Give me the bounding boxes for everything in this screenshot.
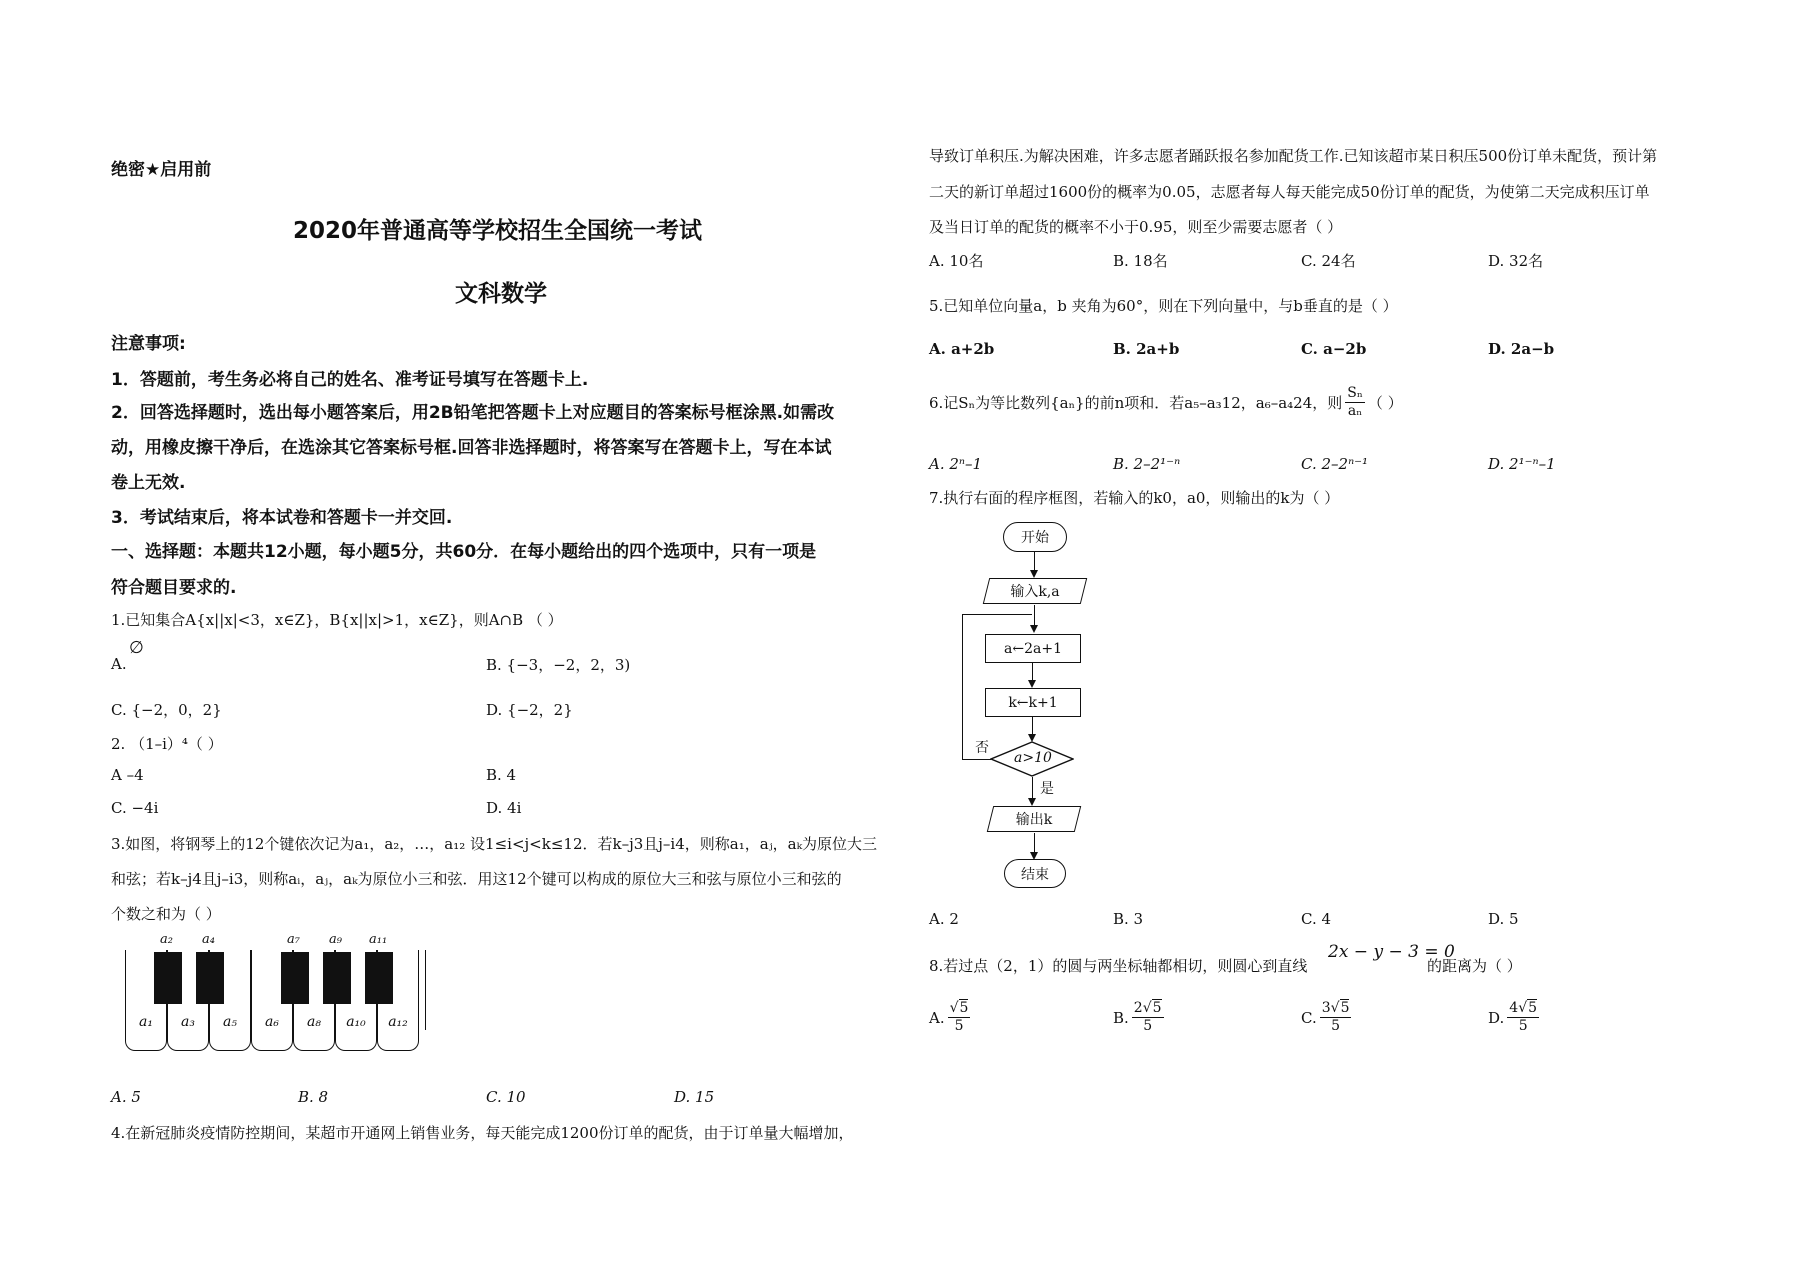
black-key: [196, 952, 224, 1004]
q8-option-b-coef: 2: [1133, 1000, 1143, 1016]
q7-option-c: C. 4: [1301, 910, 1332, 928]
flow-arrow-line: [1034, 605, 1035, 627]
q8-option-c-radicand: 5: [1340, 1000, 1350, 1016]
flow-step-2: k←k+1: [985, 688, 1081, 717]
white-key: a₈: [293, 950, 335, 1051]
q7-stem: 7.执行右面的程序框图，若输入的k0，a0，则输出的k为（ ）: [929, 489, 1340, 507]
flow-no-label: 否: [975, 740, 989, 756]
q8-option-d-denominator: 5: [1518, 1018, 1528, 1034]
flow-input: [986, 578, 1084, 604]
q5-option-c: C. a−2b: [1301, 340, 1367, 358]
q4-option-a: A. 10名: [929, 252, 984, 270]
q8-option-b-radicand: 5: [1152, 1000, 1162, 1016]
q3-stem-line-2: 和弦；若k–j4且j–i3，则称aᵢ，aⱼ，aₖ为原位小三和弦．用这12个键可以构成的原位大三和弦与原位小三和弦的: [111, 870, 842, 888]
black-key: [154, 952, 182, 1004]
q8-option-d-coef: 4: [1509, 1000, 1519, 1016]
q3-option-b: B. 8: [298, 1088, 329, 1106]
q2-option-d: D. 4i: [486, 799, 522, 817]
q6-stem: 6.记Sₙ为等比数列{aₙ}的前n项和．若a₅–a₃12，a₆–a₄24，则: [929, 394, 1343, 412]
q8-option-a: [929, 1000, 973, 1035]
q6-stem-tail: （ ）: [1367, 394, 1403, 412]
notes-item-2-line-1: 2．回答选择题时，选出每小题答案后，用2B铅笔把答题卡上对应题目的答案标号框涂黑.如需改: [111, 403, 835, 423]
flow-condition-label: a>10: [1014, 750, 1052, 766]
q6-fraction-denominator: aₙ: [1347, 403, 1363, 419]
q6-fraction-numerator: Sₙ: [1347, 385, 1363, 401]
q8-option-b-denominator: 5: [1143, 1018, 1153, 1034]
q7-option-d: D. 5: [1488, 910, 1519, 928]
flow-arrow-head: [1030, 570, 1038, 578]
q4-stem-line-1: 4.在新冠肺炎疫情防控期间，某超市开通网上销售业务，每天能完成1200份订单的配货，由于订单量大幅增加，: [111, 1124, 854, 1142]
q1-option-d: D. {−2，2}: [486, 701, 573, 719]
q8-option-d-radicand: 5: [1528, 1000, 1538, 1016]
q8-option-d-label: D.: [1488, 1008, 1505, 1027]
flow-start: 开始: [1003, 522, 1067, 552]
q1-stem: 1.已知集合A{x||x|<3，x∈Z}，B{x||x|>1，x∈Z}，则A∩B （ ）: [111, 611, 563, 629]
q7-option-a: A. 2: [929, 910, 959, 928]
q3-stem-line-3: 个数之和为（ ）: [111, 905, 221, 923]
subject-title: 文科数学: [455, 281, 547, 307]
q8-option-a-fraction: $\frac{√5}{5}$: [949, 1000, 969, 1034]
notes-item-2-line-3: 卷上无效.: [111, 473, 186, 493]
white-key: a₅: [209, 950, 251, 1051]
flow-arrow-line: [1032, 716, 1033, 736]
q1-option-b: B. {−3，−2，2，3): [486, 656, 631, 674]
q8-option-d: [1488, 1000, 1542, 1035]
white-key: a₃: [167, 950, 209, 1051]
white-key: a₁: [125, 950, 167, 1051]
q5-stem: 5.已知单位向量a，b 夹角为60°，则在下列向量中，与b垂直的是（ ）: [929, 297, 1398, 315]
q3-option-c: C. 10: [486, 1088, 526, 1106]
flow-loop-line: [962, 759, 991, 760]
q6-fraction: [1345, 385, 1365, 420]
q2-stem: 2. （1–i）⁴（ ）: [111, 735, 223, 753]
black-key-label: a₁₁: [369, 932, 388, 947]
q1-option-c: C. {−2，0，2}: [111, 701, 222, 719]
q4-stem-line-3: 二天的新订单超过1600份的概率为0.05，志愿者每人每天能完成50份订单的配货，为使第二天完成积压订单: [929, 183, 1650, 201]
q8-option-b-label: B.: [1113, 1008, 1129, 1027]
white-key: a₁₀: [335, 950, 377, 1051]
q6-option-c: C. 2–2ⁿ⁻¹: [1301, 455, 1369, 473]
black-key-label: a₉: [329, 932, 342, 947]
q8-option-c-denominator: 5: [1331, 1018, 1341, 1034]
q8-option-a-label: A.: [929, 1008, 945, 1027]
q6-stem-row: [929, 385, 1403, 420]
q7-option-b: B. 3: [1113, 910, 1144, 928]
secret-label: 绝密★启用前: [111, 160, 212, 180]
flow-arrow-line: [1032, 662, 1033, 682]
flow-output: [990, 806, 1078, 832]
flow-arrow-head: [1028, 798, 1036, 806]
q8-option-c-label: C.: [1301, 1008, 1317, 1027]
q5-option-a: A. a+2b: [929, 340, 995, 358]
q8-option-c-fraction: $\frac{3√5}{5}$: [1321, 1000, 1350, 1034]
q1-option-a: A.: [111, 655, 127, 673]
q8-option-a-denominator: 5: [954, 1018, 964, 1034]
q4-option-b: B. 18名: [1113, 252, 1168, 270]
flow-arrow-line: [1032, 777, 1033, 800]
q8-option-b: [1113, 1000, 1167, 1035]
q8-option-c: [1301, 1000, 1354, 1035]
exam-title: 2020年普通高等学校招生全国统一考试: [293, 218, 703, 244]
flow-yes-label: 是: [1040, 781, 1054, 797]
flow-loop-line: [962, 614, 1032, 615]
q6-option-a: A. 2ⁿ–1: [929, 455, 983, 473]
black-key-label: a₇: [287, 932, 300, 947]
flow-arrow-head: [1028, 680, 1036, 688]
black-key: [365, 952, 393, 1004]
q8-equation: 2x − y − 3 = 0: [1328, 942, 1455, 962]
flow-output-label: 输出k: [1015, 812, 1053, 828]
q3-option-a: A. 5: [111, 1088, 141, 1106]
q6-option-b: B. 2–2¹⁻ⁿ: [1113, 455, 1181, 473]
black-key-label: a₄: [202, 932, 215, 947]
q4-stem-line-4: 及当日订单的配货的概率不小于0.95，则至少需要志愿者（ ）: [929, 218, 1343, 236]
q8-option-c-coef: 3: [1321, 1000, 1331, 1016]
flow-loop-line: [962, 614, 963, 760]
section-1-line-2: 符合题目要求的.: [111, 578, 237, 598]
q4-option-c: C. 24名: [1301, 252, 1356, 270]
q4-option-d: D. 32名: [1488, 252, 1544, 270]
notes-heading: 注意事项:: [111, 334, 186, 354]
q8-option-a-radicand: 5: [959, 1000, 969, 1016]
notes-item-2-line-2: 动，用橡皮擦干净后，在选涂其它答案标号框.回答非选择题时，将答案写在答题卡上，写在本试: [111, 438, 832, 458]
q3-stem-line-1: 3.如图，将钢琴上的12个键依次记为a₁，a₂，…，a₁₂ 设1≤i<j<k≤12．若k–j3且j–i4，则称a₁，aⱼ，aₖ为原位大三: [111, 835, 878, 853]
q5-option-b: B. 2a+b: [1113, 340, 1180, 358]
q2-option-a: A –4: [111, 766, 144, 784]
q2-option-c: C. −4i: [111, 799, 159, 817]
section-1-line-1: 一、选择题：本题共12小题，每小题5分，共60分．在每小题给出的四个选项中，只有一项是: [111, 542, 817, 562]
flow-end: 结束: [1004, 859, 1066, 888]
flow-step-1: a←2a+1: [985, 634, 1081, 663]
black-key-label: a₂: [160, 932, 173, 947]
flow-arrow-line: [1034, 833, 1035, 854]
q6-option-d: D. 2¹⁻ⁿ–1: [1488, 455, 1556, 473]
white-key: a₁₂: [377, 950, 419, 1051]
q8-option-b-fraction: $\frac{2√5}{5}$: [1133, 1000, 1162, 1034]
q3-option-d: D. 15: [674, 1088, 715, 1106]
notes-item-3: 3．考试结束后，将本试卷和答题卡一并交回.: [111, 508, 453, 528]
q8-option-d-fraction: $\frac{4√5}{5}$: [1509, 1000, 1538, 1034]
q4-stem-line-2: 导致订单积压.为解决困难，许多志愿者踊跃报名参加配货工作.已知该超市某日积压500份订单未配货，预计第: [929, 147, 1658, 165]
flow-arrow-head: [1030, 625, 1038, 633]
q5-option-d: D. 2a−b: [1488, 340, 1555, 358]
q8-stem-post: 的距离为（ ）: [1427, 957, 1522, 975]
white-key: a₆: [251, 950, 293, 1051]
flow-input-label: 输入k,a: [1010, 584, 1060, 600]
flow-arrow-line: [1034, 551, 1035, 572]
q2-option-b: B. 4: [486, 766, 517, 784]
q8-stem-pre: 8.若过点（2，1）的圆与两坐标轴都相切，则圆心到直线: [929, 957, 1308, 975]
black-key: [281, 952, 309, 1004]
notes-item-1: 1．答题前，考生务必将自己的姓名、准考证号填写在答题卡上.: [111, 370, 589, 390]
black-key: [323, 952, 351, 1004]
empty-set-symbol: ∅: [129, 638, 144, 658]
piano-right-edge: [425, 950, 426, 1030]
